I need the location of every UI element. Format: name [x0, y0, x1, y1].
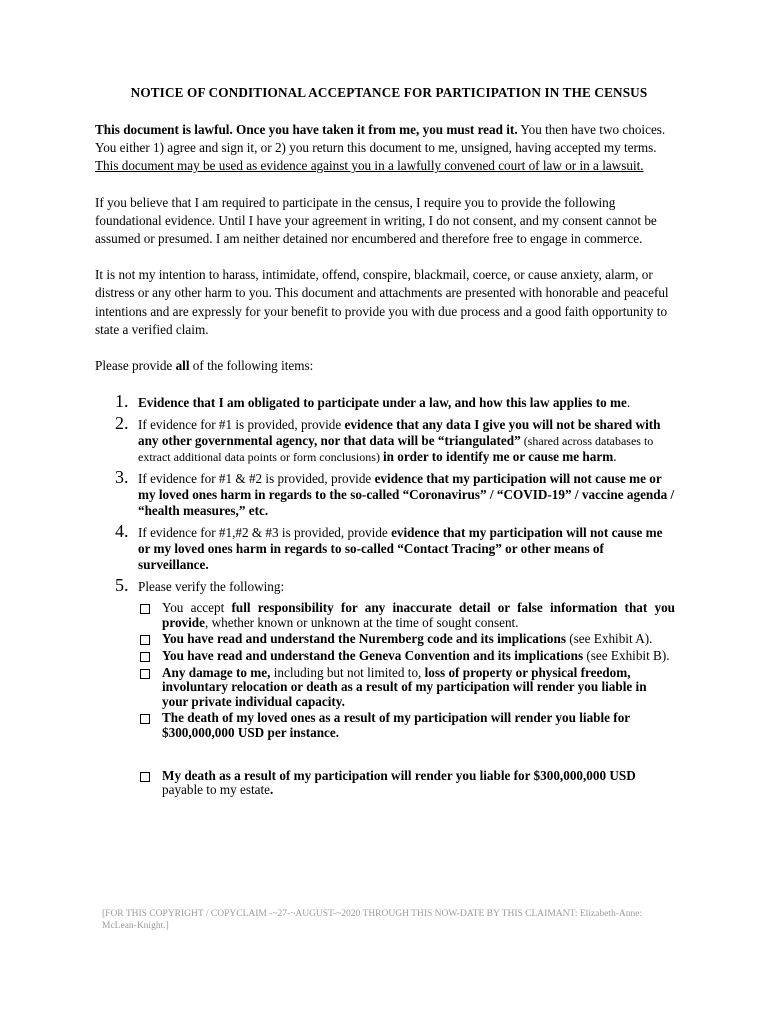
check-text-end: , whether known or unknown at the time of sought consent.	[205, 614, 519, 630]
list-item	[95, 413, 675, 465]
check-bold: Any damage to me,	[162, 664, 271, 680]
item-end: .	[613, 449, 617, 465]
requirements-list	[95, 391, 675, 798]
checkbox-icon	[140, 652, 150, 662]
check-text-mid: including but not limited to,	[270, 664, 425, 680]
checkbox-icon	[140, 714, 150, 724]
provide-all: all	[175, 358, 190, 374]
item-number: 4.	[115, 521, 129, 542]
list-item	[95, 467, 675, 519]
checkbox-icon	[140, 604, 150, 614]
provide-line	[95, 357, 675, 375]
item-text: If evidence for #1 is provided, provide	[138, 417, 345, 433]
list-item	[95, 521, 675, 573]
checklist-item	[138, 711, 675, 740]
check-text-end: payable to my estate	[162, 782, 271, 798]
item-number: 1.	[115, 391, 129, 412]
list-item	[95, 391, 675, 412]
check-bold: You have read and understand the Geneva Convention and its implications	[162, 648, 584, 664]
item-text: Please verify the following:	[138, 579, 285, 595]
check-bold: full responsibility for any inaccurate detail or false information that you provide	[162, 600, 675, 630]
item-bold: Evidence that I am obligated to participate under a law, and how this law applies to me	[138, 395, 627, 411]
item-number: 5.	[115, 575, 129, 596]
checklist-item	[138, 649, 675, 664]
item-bold-2: in order to identify me or cause me harm	[382, 449, 614, 465]
intro-paragraph	[95, 121, 675, 176]
provide-text: Please provide	[95, 358, 176, 374]
item-bold: evidence that my participation will not cause me or my loved ones harm in regards to the so-called “Coronavirus” / “COVID-19” / vaccine agenda / “health measures,” etc.	[138, 471, 675, 519]
verify-checklist	[138, 601, 675, 798]
checkbox-icon	[140, 669, 150, 679]
check-bold-2: loss of property or physical freedom, involuntary relocation or death as a result of my participation will render you liable in your private individual capacity.	[162, 664, 647, 709]
checklist-item	[138, 769, 675, 798]
item-bold: evidence that any data I give you will not be shared with any other governmental agency, nor that data will be “triangulated”	[138, 417, 661, 449]
check-text: You accept	[162, 600, 232, 616]
item-text: If evidence for #1,#2 & #3 is provided, provide	[138, 525, 392, 541]
checklist-item	[138, 601, 675, 630]
checklist-item	[138, 632, 675, 647]
item-end: .	[626, 395, 631, 411]
provide-text-end: of the following items:	[189, 358, 314, 374]
check-text-end: (see Exhibit B).	[583, 648, 670, 664]
checklist-item	[138, 666, 675, 710]
list-item	[95, 575, 675, 798]
check-bold: The death of my loved ones as a result of my participation will render you liable for $300,000,000 USD per instance.	[162, 710, 630, 740]
item-text: If evidence for #1 & #2 is provided, provide	[138, 471, 375, 487]
item-small: (shared across databases to extract additional data points or form conclusions)	[138, 434, 654, 465]
copyright-footer: [FOR THIS COPYRIGHT / COPYCLAIM -~27-~AUGUST-~2020 THROUGH THIS NOW-DATE BY THIS CLAIMANT: Elizabeth-Anne: McLean-Knight.]	[102, 909, 643, 931]
checkbox-icon	[140, 772, 150, 782]
item-number: 2.	[115, 413, 129, 434]
intro-bold-text: This document is lawful. Once you have taken it from me, you must read it.	[95, 122, 518, 137]
checkbox-icon	[140, 635, 150, 645]
intro-underlined-text: This document may be used as evidence against you in a lawfully convened court of law or in a lawsuit.	[95, 158, 644, 174]
check-bold: My death as a result of my participation will render you liable for $300,000,000 USD	[162, 767, 636, 783]
item-bold: evidence that my participation will not cause me or my loved ones harm in regards to so-called “Contact Tracing” or other means of surveillance.	[138, 525, 663, 573]
evidence-paragraph: If you believe that I am required to participate in the census, I require you to provide the following foundational evidence. Until I have your agreement in writing, I do not consent, and my consent cannot be assumed or presumed. I am neither detained nor encumbered and therefore free to engage in commerce.	[95, 194, 657, 247]
item-number: 3.	[115, 467, 129, 488]
intro-text: You then have two choices. You either 1) agree and sign it, or 2) you return this document to me, unsigned, having accepted my terms.	[95, 122, 666, 156]
check-bold-2: .	[270, 782, 274, 798]
check-bold: You have read and understand the Nuremberg code and its implications	[162, 631, 566, 647]
document-title: NOTICE OF CONDITIONAL ACCEPTANCE FOR PARTICIPATION IN THE CENSUS	[130, 85, 648, 100]
intent-paragraph: It is not my intention to harass, intimidate, offend, conspire, blackmail, coerce, or cause anxiety, alarm, or distress or any other harm to you. This document and attachments are presented with honorable and peaceful intentions and are expressly for your benefit to provide you with due process and a good faith opportunity to state a verified claim.	[95, 267, 669, 337]
check-text-end: (see Exhibit A).	[565, 631, 653, 647]
